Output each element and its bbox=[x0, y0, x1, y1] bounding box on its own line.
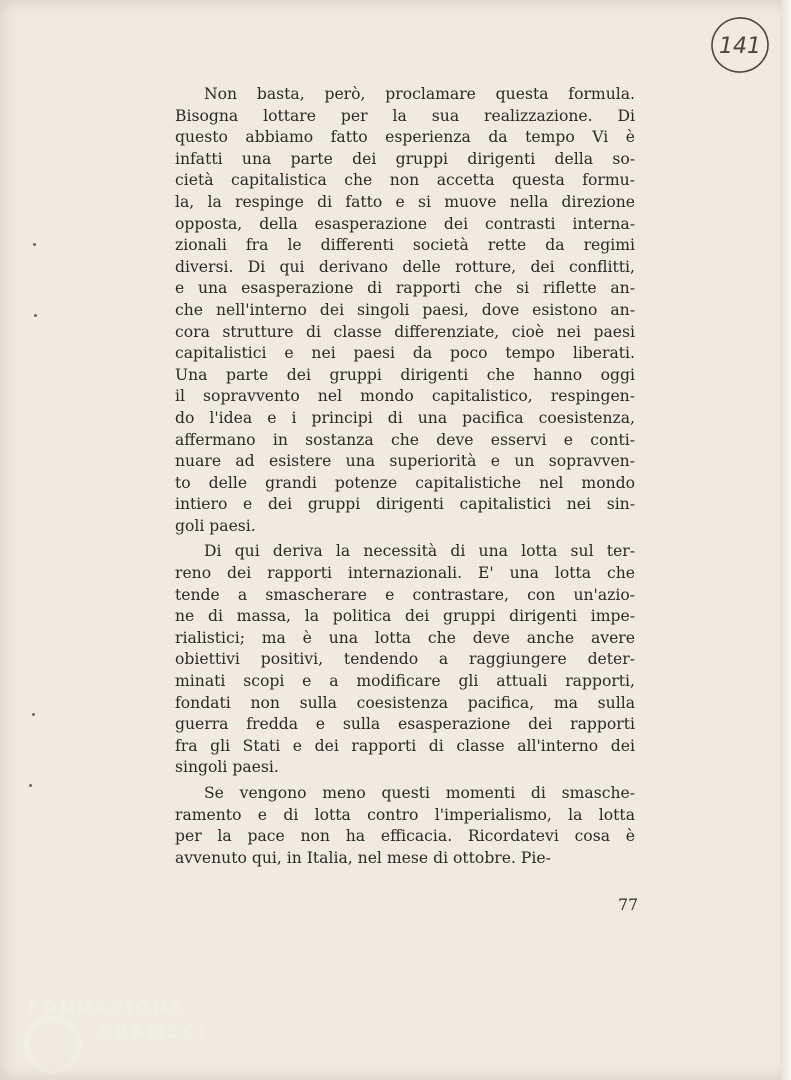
text-line: cietà capitalistica che non accetta questa formu- bbox=[175, 171, 635, 190]
paragraph-3 bbox=[175, 783, 635, 869]
text-line: che nell'interno dei singoli paesi, dove esistono an- bbox=[175, 300, 635, 319]
text-line: il sopravvento nel mondo capitalistico, respingen- bbox=[175, 387, 635, 406]
text-line: singoli paesi. bbox=[175, 758, 279, 777]
archive-watermark bbox=[18, 990, 248, 1060]
archive-stamp bbox=[709, 14, 771, 76]
body-text bbox=[175, 84, 635, 873]
svg-text:141: 141 bbox=[719, 34, 761, 59]
text-line: Una parte dei gruppi dirigenti che hanno oggi bbox=[175, 365, 635, 384]
text-line: do l'idea e i principi di una pacifica coesistenza, bbox=[175, 408, 635, 427]
watermark-line-2: GRAMSCI bbox=[98, 1022, 208, 1042]
text-line: guerra fredda e sulla esasperazione dei rapporti bbox=[175, 715, 635, 734]
text-line: intiero e dei gruppi dirigenti capitalistici nei sin- bbox=[175, 495, 635, 514]
text-line: to delle grandi potenze capitalistiche nel mondo bbox=[175, 473, 635, 492]
text-line: goli paesi. bbox=[175, 516, 256, 535]
text-line: Se vengono meno questi momenti di smasche- bbox=[204, 784, 635, 802]
text-line: reno dei rapporti internazionali. E' una lotta che bbox=[175, 564, 635, 583]
watermark-logo-icon bbox=[18, 1010, 88, 1080]
text-line: fondati non sulla coesistenza pacifica, ma sulla bbox=[175, 693, 635, 712]
watermark-line-1: FONDAZIONE bbox=[28, 998, 185, 1018]
text-line: la, la respinge di fatto e si muove nella direzione bbox=[175, 192, 635, 211]
page-number: 77 bbox=[618, 896, 638, 914]
text-line: affermano in sostanza che deve esservi e conti- bbox=[175, 430, 635, 449]
text-line: opposta, della esasperazione dei contrasti interna- bbox=[175, 214, 635, 233]
text-line: Non basta, però, proclamare questa formula. bbox=[204, 85, 635, 103]
text-line: zionali fra le differenti società rette da regimi bbox=[175, 236, 635, 255]
text-line: diversi. Di qui derivano delle rotture, dei conflitti, bbox=[175, 257, 635, 276]
text-line: questo abbiamo fatto esperienza da tempo Vi è bbox=[175, 128, 635, 147]
text-line: tende a smascherare e contrastare, con un'azio- bbox=[175, 585, 635, 604]
text-line: fra gli Stati e dei rapporti di classe all'interno dei bbox=[175, 736, 635, 755]
text-line: infatti una parte dei gruppi dirigenti della so- bbox=[175, 149, 635, 168]
text-line: ramento e di lotta contro l'imperialismo, la lotta bbox=[175, 805, 635, 824]
text-line: nuare ad esistere una superiorità e un sopravven- bbox=[175, 452, 635, 471]
text-line: e una esasperazione di rapporti che si riflette an- bbox=[175, 279, 635, 298]
text-line: Di qui deriva la necessità di una lotta sul ter- bbox=[204, 542, 635, 561]
text-line: per la pace non ha efficacia. Ricordatevi cosa è bbox=[175, 827, 635, 846]
paragraph-1 bbox=[175, 84, 635, 537]
paragraph-2 bbox=[175, 541, 635, 779]
text-line: capitalistici e nei paesi da poco tempo liberati. bbox=[175, 344, 635, 363]
text-line: rialistici; ma è una lotta che deve anche avere bbox=[175, 628, 635, 647]
page-edge bbox=[781, 0, 791, 1080]
text-line: Bisogna lottare per la sua realizzazione. Di bbox=[175, 106, 635, 125]
text-line: ne di massa, la politica dei gruppi dirigenti impe- bbox=[175, 607, 635, 626]
text-line: minati scopi e a modificare gli attuali rapporti, bbox=[175, 672, 635, 691]
text-line: obiettivi positivi, tendendo a raggiungere deter- bbox=[175, 650, 635, 669]
text-line: avvenuto qui, in Italia, nel mese di ottobre. Pie- bbox=[175, 848, 551, 867]
text-line: cora strutture di classe differenziate, cioè nei paesi bbox=[175, 322, 635, 341]
